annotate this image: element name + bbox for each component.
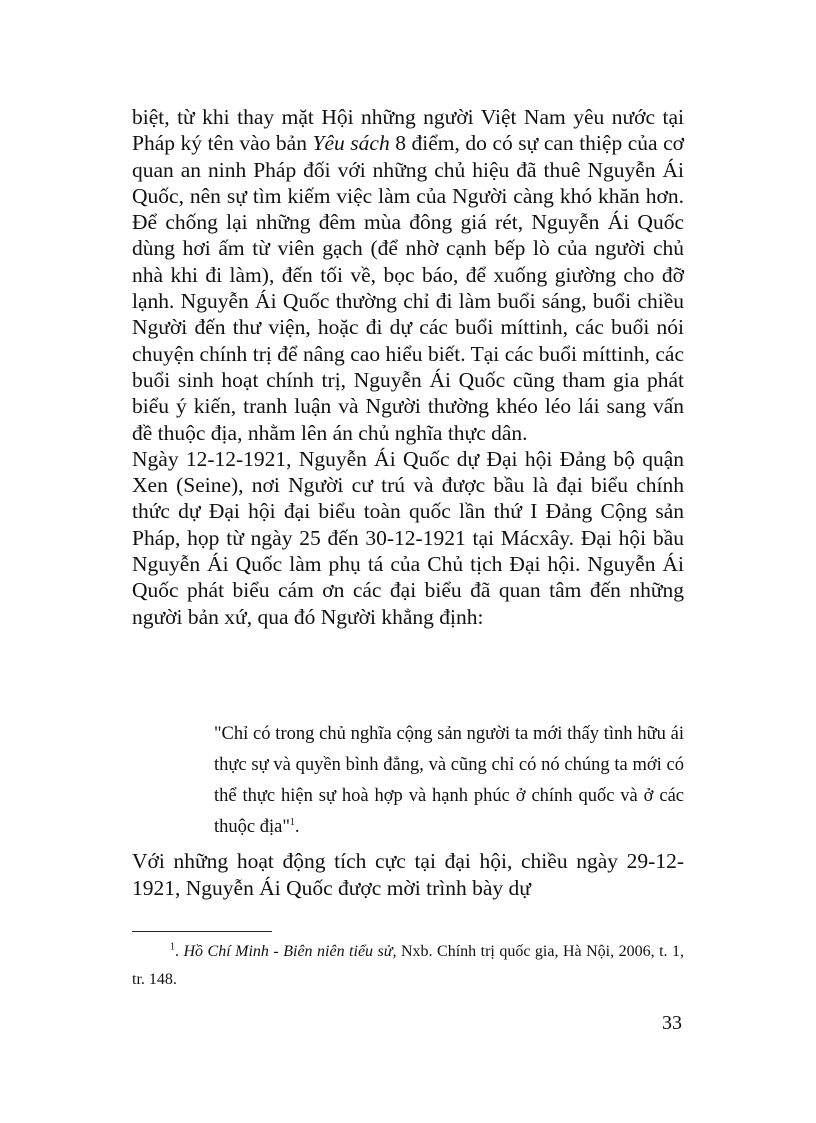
footnote-reference[interactable]: 1 (289, 816, 295, 828)
paragraph-1-start: biệt, từ khi thay mặt Hội những người Việt Nam yêu nước tại Pháp ký tên vào bản (132, 105, 684, 156)
quote-text: "Chỉ có trong chủ nghĩa cộng sản người ta mới thấy tình hữu ái thực sự và quyền bình đẳng, và cũng chỉ có nó chúng ta mới có thể thực hiện sự hoà hợp và hạnh phúc ở chính quốc và ở các thuộc địa" (214, 724, 684, 837)
footnote-rest: Nxb. Chính trị quốc gia, Hà Nội, 2006, t. 1, tr. 148. (132, 943, 685, 988)
quote-end: . (294, 817, 300, 837)
paragraph-1-rest: 8 điểm, do có sự can thiệp của cơ quan an ninh Pháp đối với những chủ hiệu đã thuê Nguyễn Ái Quốc, nên sự tìm kiếm việc làm của Người càng khó khăn hơn. Để chống lại những đêm mùa đông giá rét, Nguyễn Ái Quốc dùng hơi ấm từ viên gạch (để nhờ cạnh bếp lò của người chủ nhà khi đi làm), đến tối về, bọc báo, để xuống giường cho đỡ lạnh. Nguyễn Ái Quốc thường chỉ đi làm buổi sáng, buổi chiều Người đến thư viện, hoặc đi dự các buổi míttinh, các buổi nói chuyện chính trị để nâng cao hiểu biết. Tại các buổi míttinh, các buổi sinh hoạt chính trị, Nguyễn Ái Quốc cũng tham gia phát biểu ý kiến, tranh luận và Người thường khéo léo lái sang vấn đề thuộc địa, nhằm lên án chủ nghĩa thực dân. (132, 131, 684, 445)
block-quote (214, 719, 684, 843)
italic-title: Yêu sách (312, 131, 390, 156)
footnote-marker: 1 (170, 941, 175, 953)
page-number: 33 (662, 1012, 682, 1034)
footnote-sep: . (175, 943, 184, 960)
main-text (132, 104, 684, 630)
paragraph-2: Ngày 12-12-1921, Nguyễn Ái Quốc dự Đại hội Đảng bộ quận Xen (Seine), nơi Người cư trú và được bầu là đại biểu chính thức dự Đại hội đại biểu toàn quốc lần thứ I Đảng Cộng sản Pháp, họp từ ngày 25 đến 30-12-1921 tại Mácxây. Đại hội bầu Nguyễn Ái Quốc làm phụ tá của Chủ tịch Đại hội. Nguyễn Ái Quốc phát biểu cám ơn các đại biểu đã quan tâm đến những người bản xứ, qua đó Người khẳng định: (132, 446, 684, 629)
footnote (132, 938, 684, 994)
footnote-title: Hồ Chí Minh - Biên niên tiểu sử, (183, 943, 397, 960)
footnote-divider (132, 931, 272, 932)
paragraph-1 (132, 104, 684, 446)
paragraph-3: Với những hoạt động tích cực tại đại hội, chiều ngày 29-12-1921, Nguyễn Ái Quốc được mời trình bày dự (132, 849, 684, 900)
